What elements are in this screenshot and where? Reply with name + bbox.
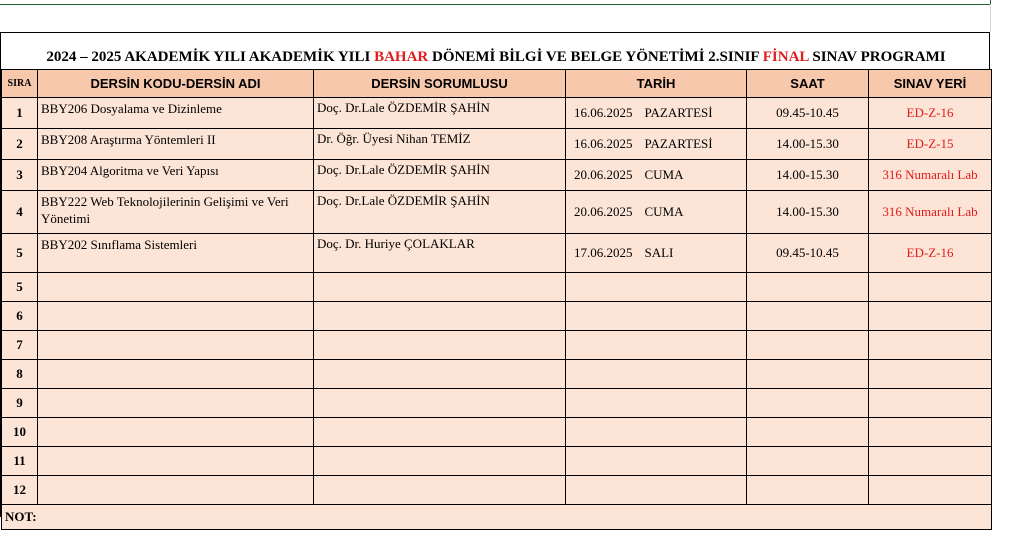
responsible-cell[interactable]: Doç. Dr.Lale ÖZDEMİR ŞAHİN [314, 98, 566, 129]
empty-row [2, 418, 992, 447]
date-cell[interactable] [566, 129, 747, 160]
responsible-cell[interactable] [314, 389, 566, 418]
time-cell[interactable] [747, 476, 869, 505]
row-number[interactable]: 3 [2, 160, 38, 191]
day-value: CUMA [644, 167, 684, 182]
course-cell[interactable]: BBY208 Araştırma Yöntemleri II [38, 129, 314, 160]
date-cell[interactable] [566, 234, 747, 273]
date-cell[interactable] [566, 360, 747, 389]
row-number[interactable]: 11 [2, 447, 38, 476]
responsible-cell[interactable]: Doç. Dr.Lale ÖZDEMİR ŞAHİN [314, 160, 566, 191]
course-cell[interactable]: BBY204 Algoritma ve Veri Yapısı [38, 160, 314, 191]
table-row [2, 160, 992, 191]
responsible-cell[interactable]: Doç. Dr.Lale ÖZDEMİR ŞAHİN [314, 191, 566, 234]
place-cell[interactable] [869, 273, 992, 302]
day-value: CUMA [644, 204, 684, 219]
time-cell[interactable]: 14.00-15.30 [747, 191, 869, 234]
header-time[interactable]: SAAT [747, 70, 869, 98]
time-cell[interactable] [747, 331, 869, 360]
place-cell[interactable]: 316 Numaralı Lab [869, 160, 992, 191]
time-cell[interactable] [747, 360, 869, 389]
title-part-2: DÖNEMİ BİLGİ VE BELGE YÖNETİMİ 2.SINIF [428, 49, 763, 65]
table-row [2, 191, 992, 234]
empty-row [2, 476, 992, 505]
course-cell[interactable]: BBY222 Web Teknolojilerinin Gelişimi ve Veri Yönetimi [38, 191, 314, 234]
row-number[interactable]: 2 [2, 129, 38, 160]
schedule-table [1, 69, 992, 530]
date-cell[interactable] [566, 160, 747, 191]
date-value: 20.06.2025 [574, 167, 633, 182]
responsible-cell[interactable] [314, 447, 566, 476]
row-number[interactable]: 10 [2, 418, 38, 447]
time-cell[interactable] [747, 418, 869, 447]
date-cell[interactable] [566, 302, 747, 331]
exam-schedule-sheet [0, 32, 990, 524]
date-cell[interactable] [566, 98, 747, 129]
place-cell[interactable]: ED-Z-15 [869, 129, 992, 160]
time-cell[interactable] [747, 302, 869, 331]
course-cell[interactable] [38, 331, 314, 360]
responsible-cell[interactable] [314, 360, 566, 389]
time-cell[interactable] [747, 389, 869, 418]
title-semester: BAHAR [374, 49, 429, 65]
date-cell[interactable] [566, 476, 747, 505]
note-label[interactable]: NOT: [2, 505, 992, 530]
page-title [1, 49, 991, 66]
note-row [2, 505, 992, 530]
date-cell[interactable] [566, 418, 747, 447]
date-value: 16.06.2025 [574, 105, 633, 120]
day-value: SALI [644, 245, 674, 260]
header-date[interactable]: TARİH [566, 70, 747, 98]
place-cell[interactable] [869, 302, 992, 331]
header-responsible[interactable]: DERSİN SORUMLUSU [314, 70, 566, 98]
time-cell[interactable]: 09.45-10.45 [747, 98, 869, 129]
empty-row [2, 302, 992, 331]
course-cell[interactable] [38, 476, 314, 505]
row-number[interactable]: 8 [2, 360, 38, 389]
responsible-cell[interactable] [314, 476, 566, 505]
row-number[interactable]: 6 [2, 302, 38, 331]
responsible-cell[interactable] [314, 331, 566, 360]
course-cell[interactable] [38, 389, 314, 418]
place-cell[interactable] [869, 418, 992, 447]
empty-row [2, 331, 992, 360]
date-value: 17.06.2025 [574, 245, 633, 260]
title-exam-type: FİNAL [762, 49, 809, 65]
place-cell[interactable]: ED-Z-16 [869, 234, 992, 273]
course-cell[interactable]: BBY206 Dosyalama ve Dizinleme [38, 98, 314, 129]
time-cell[interactable]: 14.00-15.30 [747, 129, 869, 160]
table-row [2, 129, 992, 160]
header-sira[interactable]: SIRA [2, 70, 38, 98]
place-cell[interactable] [869, 476, 992, 505]
time-cell[interactable] [747, 447, 869, 476]
day-value: PAZARTESİ [644, 105, 713, 120]
date-cell[interactable] [566, 191, 747, 234]
place-cell[interactable]: 316 Numaralı Lab [869, 191, 992, 234]
place-cell[interactable] [869, 331, 992, 360]
row-number[interactable]: 9 [2, 389, 38, 418]
table-row [2, 98, 992, 129]
row-number[interactable]: 5 [2, 273, 38, 302]
time-cell[interactable]: 14.00-15.30 [747, 160, 869, 191]
empty-row [2, 447, 992, 476]
course-cell[interactable]: BBY202 Sınıflama Sistemleri [38, 234, 314, 273]
title-part-1: 2024 – 2025 AKADEMİK YILI AKADEMİK YILI [46, 49, 375, 65]
responsible-cell[interactable] [314, 302, 566, 331]
empty-row [2, 360, 992, 389]
time-cell[interactable]: 09.45-10.45 [747, 234, 869, 273]
place-cell[interactable] [869, 360, 992, 389]
responsible-cell[interactable] [314, 418, 566, 447]
course-cell[interactable] [38, 360, 314, 389]
table-row [2, 234, 992, 273]
empty-row [2, 389, 992, 418]
spreadsheet-gridline [0, 4, 991, 32]
course-cell[interactable] [38, 273, 314, 302]
place-cell[interactable] [869, 389, 992, 418]
place-cell[interactable]: ED-Z-16 [869, 98, 992, 129]
date-cell[interactable] [566, 331, 747, 360]
place-cell[interactable] [869, 447, 992, 476]
course-cell[interactable] [38, 418, 314, 447]
row-number[interactable]: 5 [2, 234, 38, 273]
header-row [2, 70, 992, 98]
row-number[interactable]: 7 [2, 331, 38, 360]
header-course[interactable]: DERSİN KODU-DERSİN ADI [38, 70, 314, 98]
course-cell[interactable] [38, 302, 314, 331]
date-cell[interactable] [566, 447, 747, 476]
row-number[interactable]: 4 [2, 191, 38, 234]
responsible-cell[interactable]: Dr. Öğr. Üyesi Nihan TEMİZ [314, 129, 566, 160]
course-cell[interactable] [38, 447, 314, 476]
header-place[interactable]: SINAV YERİ [869, 70, 992, 98]
empty-row [2, 273, 992, 302]
title-part-3: SINAV PROGRAMI [808, 49, 946, 65]
row-number[interactable]: 1 [2, 98, 38, 129]
date-cell[interactable] [566, 389, 747, 418]
responsible-cell[interactable] [314, 273, 566, 302]
row-number[interactable]: 12 [2, 476, 38, 505]
date-cell[interactable] [566, 273, 747, 302]
responsible-cell[interactable]: Doç. Dr. Huriye ÇOLAKLAR [314, 234, 566, 273]
time-cell[interactable] [747, 273, 869, 302]
day-value: PAZARTESİ [644, 136, 713, 151]
date-value: 20.06.2025 [574, 204, 633, 219]
date-value: 16.06.2025 [574, 136, 633, 151]
